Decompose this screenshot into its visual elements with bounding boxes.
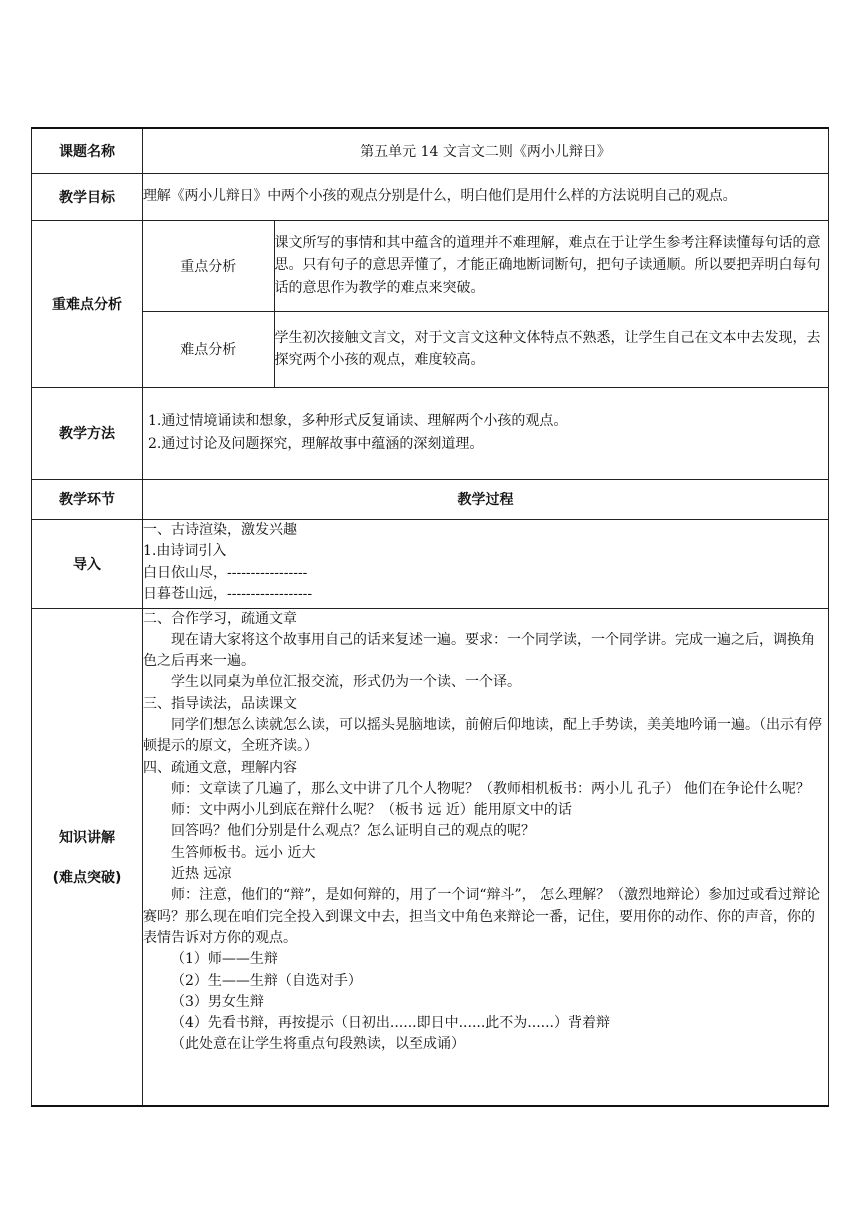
knowledge-p12-text: 师：注意，他们的“辩”，是如何辩的，用了一个词“辩斗”， 怎么理解？（激烈地辩论）参加过或看过辩论赛吗？那么现在咱们完全投入到课文中去，担当文中角色来辩论一番，记住，要用你的动作、你的声音，你的表情告诉对方你的观点。 xyxy=(143,887,821,946)
knowledge-p10: 生答师板书。远小 近大 xyxy=(171,844,316,861)
knowledge-p1: 二、合作学习，疏通文章 xyxy=(143,610,297,627)
topic-row xyxy=(32,128,829,173)
analysis-cell xyxy=(143,220,829,387)
method-label: 教学方法 xyxy=(32,387,143,479)
knowledge-p4: 三、指导读法，品读课文 xyxy=(143,695,297,712)
analysis-row xyxy=(32,220,829,387)
intro-row xyxy=(32,519,829,608)
method-line-2: 2.通过讨论及问题探究，理解故事中蕴涵的深刻道理。 xyxy=(148,436,484,452)
knowledge-p9: 回答吗？他们分别是什么观点？怎么证明自己的观点的呢？ xyxy=(171,823,535,840)
knowledge-p12 xyxy=(143,885,828,949)
topic-label: 课题名称 xyxy=(32,128,143,173)
intro-label: 导入 xyxy=(32,519,143,608)
knowledge-row xyxy=(32,608,829,1106)
process-header-row xyxy=(32,479,829,519)
key-text: 课文所写的事情和其中蕴含的道理并不难理解，难点在于让学生参考注释读懂每句话的意思。只有句子的意思弄懂了，才能正确地断词断句，把句子读通顺。所以要把弄明白每句话的意思作为教学的难点来突破。 xyxy=(274,234,821,296)
key-label: 重点分析 xyxy=(143,221,274,312)
difficulty-text: 学生初次接触文言文，对于文言文这种文体特点不熟悉，让学生自己在文本中去发现，去探究两个小孩的观点，难度较高。 xyxy=(274,311,828,386)
goal-row xyxy=(32,173,829,220)
intro-line-2: 1.由诗词引入 xyxy=(143,543,227,559)
method-line-1: 1.通过情境诵读和想象，多种形式反复诵读、理解两个小孩的观点。 xyxy=(148,413,568,429)
analysis-inner-table xyxy=(143,221,828,387)
knowledge-p13: （1）师——生辩 xyxy=(171,951,278,968)
knowledge-content xyxy=(143,608,829,1106)
key-row xyxy=(143,221,828,312)
process-stage-label: 教学环节 xyxy=(32,479,143,519)
knowledge-p16: （4）先看书辩，再按提示（日初出......即日中......此不为......）背着辩 xyxy=(171,1015,611,1032)
topic-value: 第五单元 14 文言文二则《两小儿辩日》 xyxy=(143,128,829,173)
intro-content xyxy=(143,519,829,608)
analysis-label: 重难点分析 xyxy=(32,220,143,387)
knowledge-p5 xyxy=(143,715,828,758)
goal-value: 理解《两小儿辩日》中两个小孩的观点分别是什么，明白他们是用什么样的方法说明自己的观点。 xyxy=(143,173,829,220)
knowledge-label-line-2: (难点突破) xyxy=(52,869,122,886)
knowledge-p11: 近热 远凉 xyxy=(171,866,232,883)
intro-line-4: 日暮苍山远，------------------ xyxy=(143,586,313,602)
knowledge-label xyxy=(32,608,143,1106)
knowledge-p2-text: 现在请大家将这个故事用自己的话来复述一遍。要求：一个同学读，一个同学讲。完成一遍之后，调换角色之后再来一遍。 xyxy=(143,631,815,670)
knowledge-p6: 四、疏通文意，理解内容 xyxy=(143,759,297,776)
knowledge-p17: （此处意在让学生将重点句段熟读，以至成诵） xyxy=(171,1036,465,1053)
knowledge-p5-text: 同学们想怎么读就怎么读，可以摇头晃脑地读，前俯后仰地读，配上手势读，美美地吟诵一遍。（出示有停顿提示的原文，全班齐读。） xyxy=(143,716,822,755)
process-title: 教学过程 xyxy=(143,479,829,519)
knowledge-p3: 学生以同桌为单位汇报交流，形式仍为一个读、一个译。 xyxy=(171,674,521,691)
intro-line-1: 一、古诗渲染，激发兴趣 xyxy=(143,521,297,538)
difficulty-row xyxy=(143,311,828,386)
knowledge-p14: （2）生——生辩（自选对手） xyxy=(171,972,362,989)
knowledge-p8: 师：文中两小儿到底在辩什么呢？（板书 远 近）能用原文中的话 xyxy=(171,802,572,819)
knowledge-p7 xyxy=(143,779,828,800)
method-value xyxy=(143,387,829,479)
intro-line-3: 白日依山尽，----------------- xyxy=(143,564,308,581)
difficulty-label: 难点分析 xyxy=(143,311,274,386)
lesson-plan-table xyxy=(31,127,829,1107)
knowledge-p7-text: 师：文章读了几遍了，那么文中讲了几个人物呢？（教师相机板书：两小儿 孔子） 他们在争论什么呢？ xyxy=(171,780,810,797)
method-row xyxy=(32,387,829,479)
knowledge-p15: （3）男女生辩 xyxy=(171,993,264,1010)
goal-label: 教学目标 xyxy=(32,173,143,220)
knowledge-p2 xyxy=(143,630,828,673)
knowledge-label-line-1: 知识讲解 xyxy=(59,829,115,846)
